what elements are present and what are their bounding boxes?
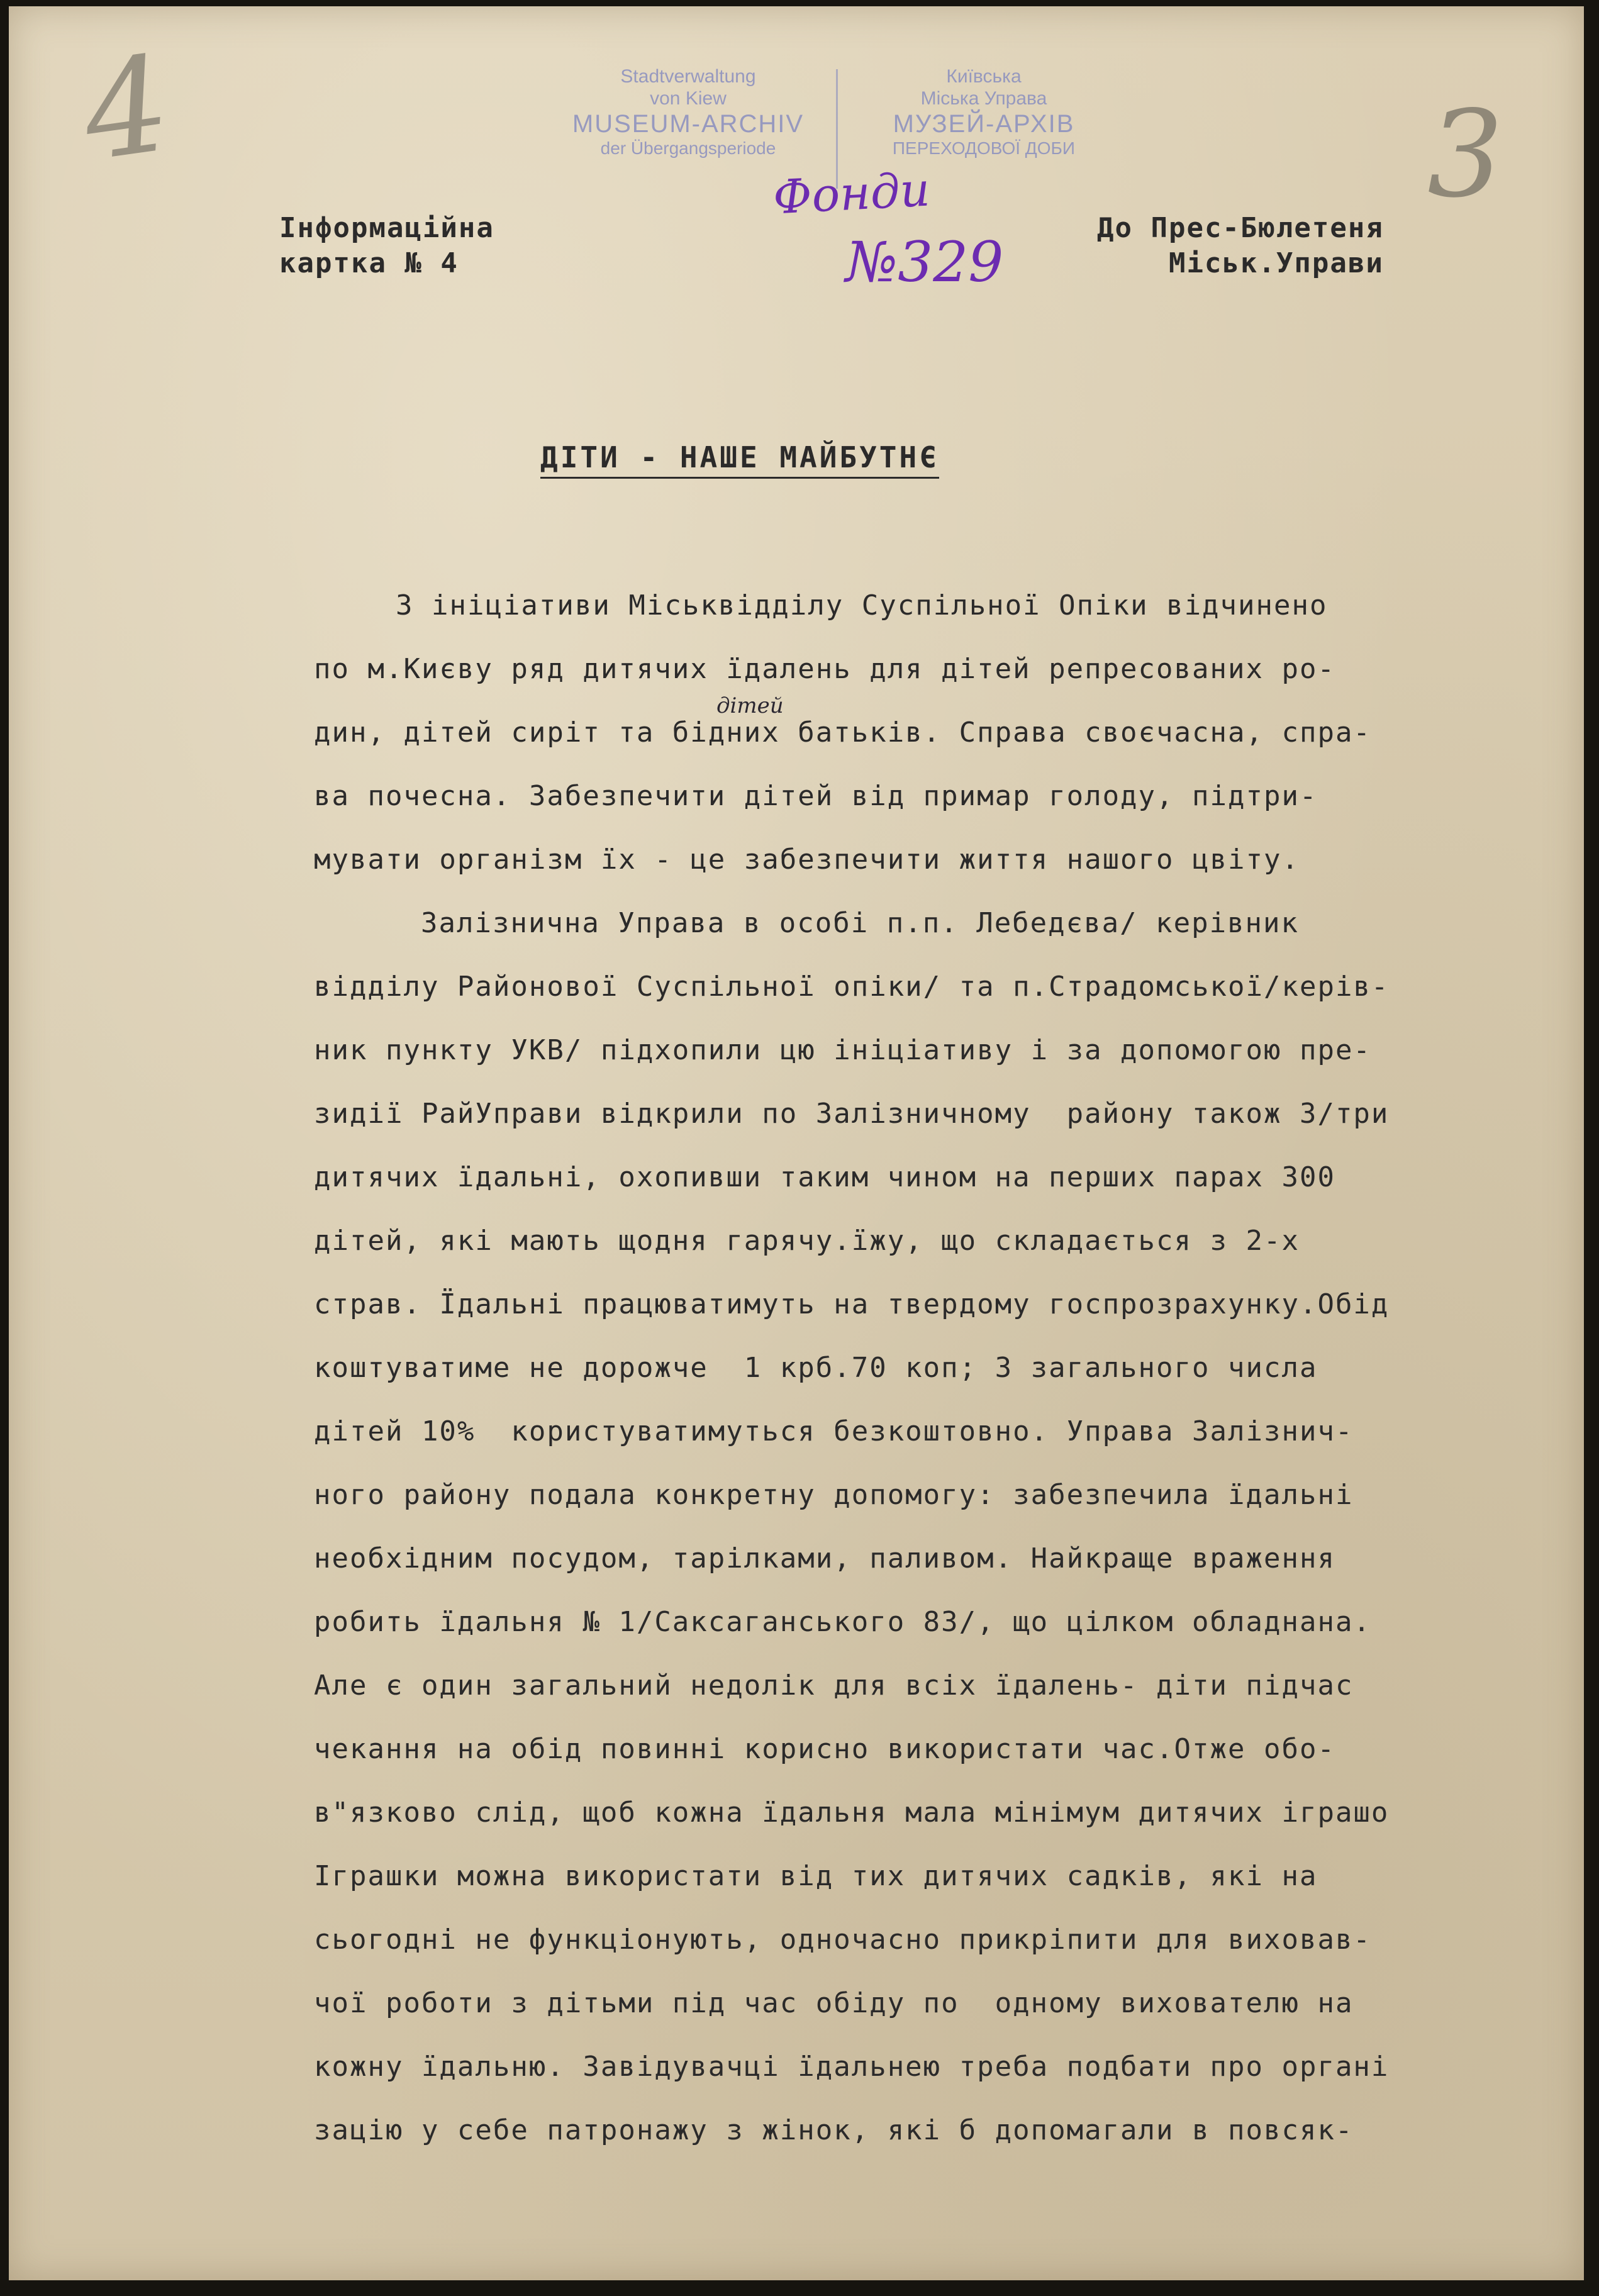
body-line: ник пункту УКВ/ підхопили цю ініціативу і за допомогою пре- <box>314 1034 1371 1066</box>
body-line: необхідним посудом, тарілками, паливом. Найкраще враження <box>314 1542 1335 1574</box>
stamp-line: MUSEUM-ARCHIV <box>572 110 805 138</box>
body-line: мувати організм їх - це забезпечити життя нашого цвіту. <box>314 844 1300 876</box>
handwritten-fond-number: №329 <box>845 230 1004 294</box>
stamp-line: МУЗЕЙ-АРХІВ <box>893 110 1075 138</box>
header-left <box>279 211 494 281</box>
body-line: відділу Районової Суспільної опіки/ та п.Страдомської/керів- <box>314 971 1390 1003</box>
stamp-line: ПЕРЕХОДОВОЇ ДОБИ <box>892 138 1076 158</box>
stamp-line: der Übergangsperiode <box>600 138 776 158</box>
stamp-line: Stadtverwaltung <box>620 66 756 87</box>
body-line: страв. Їдальні працюватимуть на твердому госпрозрахунку.Обід <box>314 1288 1390 1320</box>
document-page <box>9 6 1584 2280</box>
pencil-folio-number: 3 <box>1427 85 1503 224</box>
stamp-line: von Kiew <box>650 87 727 109</box>
body-line: ва почесна. Забезпечити дітей від примар голоду, підтри- <box>314 780 1318 812</box>
body-line: чекання на обід повинні корисно використати час.Отже обо- <box>314 1733 1335 1765</box>
body-line: дитячих їдальні, охопивши таким чином на перших парах 300 <box>314 1161 1335 1193</box>
header-right-line: Міськ.Управи <box>1168 247 1384 279</box>
body-line: ного району подала конкретну допомогу: забезпечила їдальні <box>314 1479 1354 1511</box>
header-left-line: Інформаційна <box>279 212 494 244</box>
body-line: З ініціативи Міськвідділу Суспільної Опіки відчинено <box>396 589 1328 621</box>
body-line: в"язково слід, щоб кожна їдальня мала мінімум дитячих іграшо <box>314 1797 1390 1829</box>
body-line: зидії РайУправи відкрили по Залізничному району також 3/три <box>314 1098 1390 1130</box>
body-line: робить їдальня № 1/Саксаганського 83/, що цілком обладнана. <box>314 1606 1371 1638</box>
body-line: чої роботи з дітьми під час обіду по одному вихователю на <box>314 1987 1354 2019</box>
body-line: коштуватиме не дорожче 1 крб.70 коп; З загального числа <box>314 1352 1318 1384</box>
body-line: дітей 10% користуватимуться безкоштовно. Управа Залізнич- <box>314 1415 1354 1447</box>
stamp-german-text <box>550 66 827 159</box>
document-title: ДІТИ - НАШЕ МАЙБУТНЄ <box>540 440 939 479</box>
handwritten-insertion: дітей <box>716 693 784 718</box>
stamp-line: Київська <box>946 66 1022 87</box>
handwritten-fond-label: Фонди <box>771 162 932 225</box>
stamp-ukrainian-text <box>845 66 1122 159</box>
body-line: Залізнична Управа в особі п.п. Лебедєва/ керівник <box>421 907 1300 939</box>
body-line: Іграшки можна використати від тих дитячих садків, які на <box>314 1860 1318 1892</box>
body-line: сьогодні не функціонують, одночасно прикріпити для виховав- <box>314 1924 1371 1956</box>
body-line: дітей, які мають щодня гарячу.їжу, що складається з 2-х <box>314 1225 1300 1257</box>
body-line: по м.Києву ряд дитячих їдалень для дітей репресованих ро- <box>314 653 1335 685</box>
header-right-line: До Прес-Бюлетеня <box>1097 212 1384 244</box>
header-left-line: картка № 4 <box>279 247 459 279</box>
body-line: кожну їдальню. Завідувачці їдальнею треба подбати про органі <box>314 2051 1390 2083</box>
stamp-line: Міська Управа <box>920 87 1047 109</box>
header-right <box>1097 211 1384 281</box>
body-line: Але є один загальний недолік для всіх їдалень- діти підчас <box>314 1669 1354 1702</box>
body-line: зацію у себе патронажу з жінок, які б допомагали в повсяк- <box>314 2114 1354 2146</box>
pencil-folio-mark-left: 4 <box>74 26 179 191</box>
body-line: дин, дітей сиріт та бідних батьків. Справа своєчасна, спра- <box>314 716 1371 749</box>
